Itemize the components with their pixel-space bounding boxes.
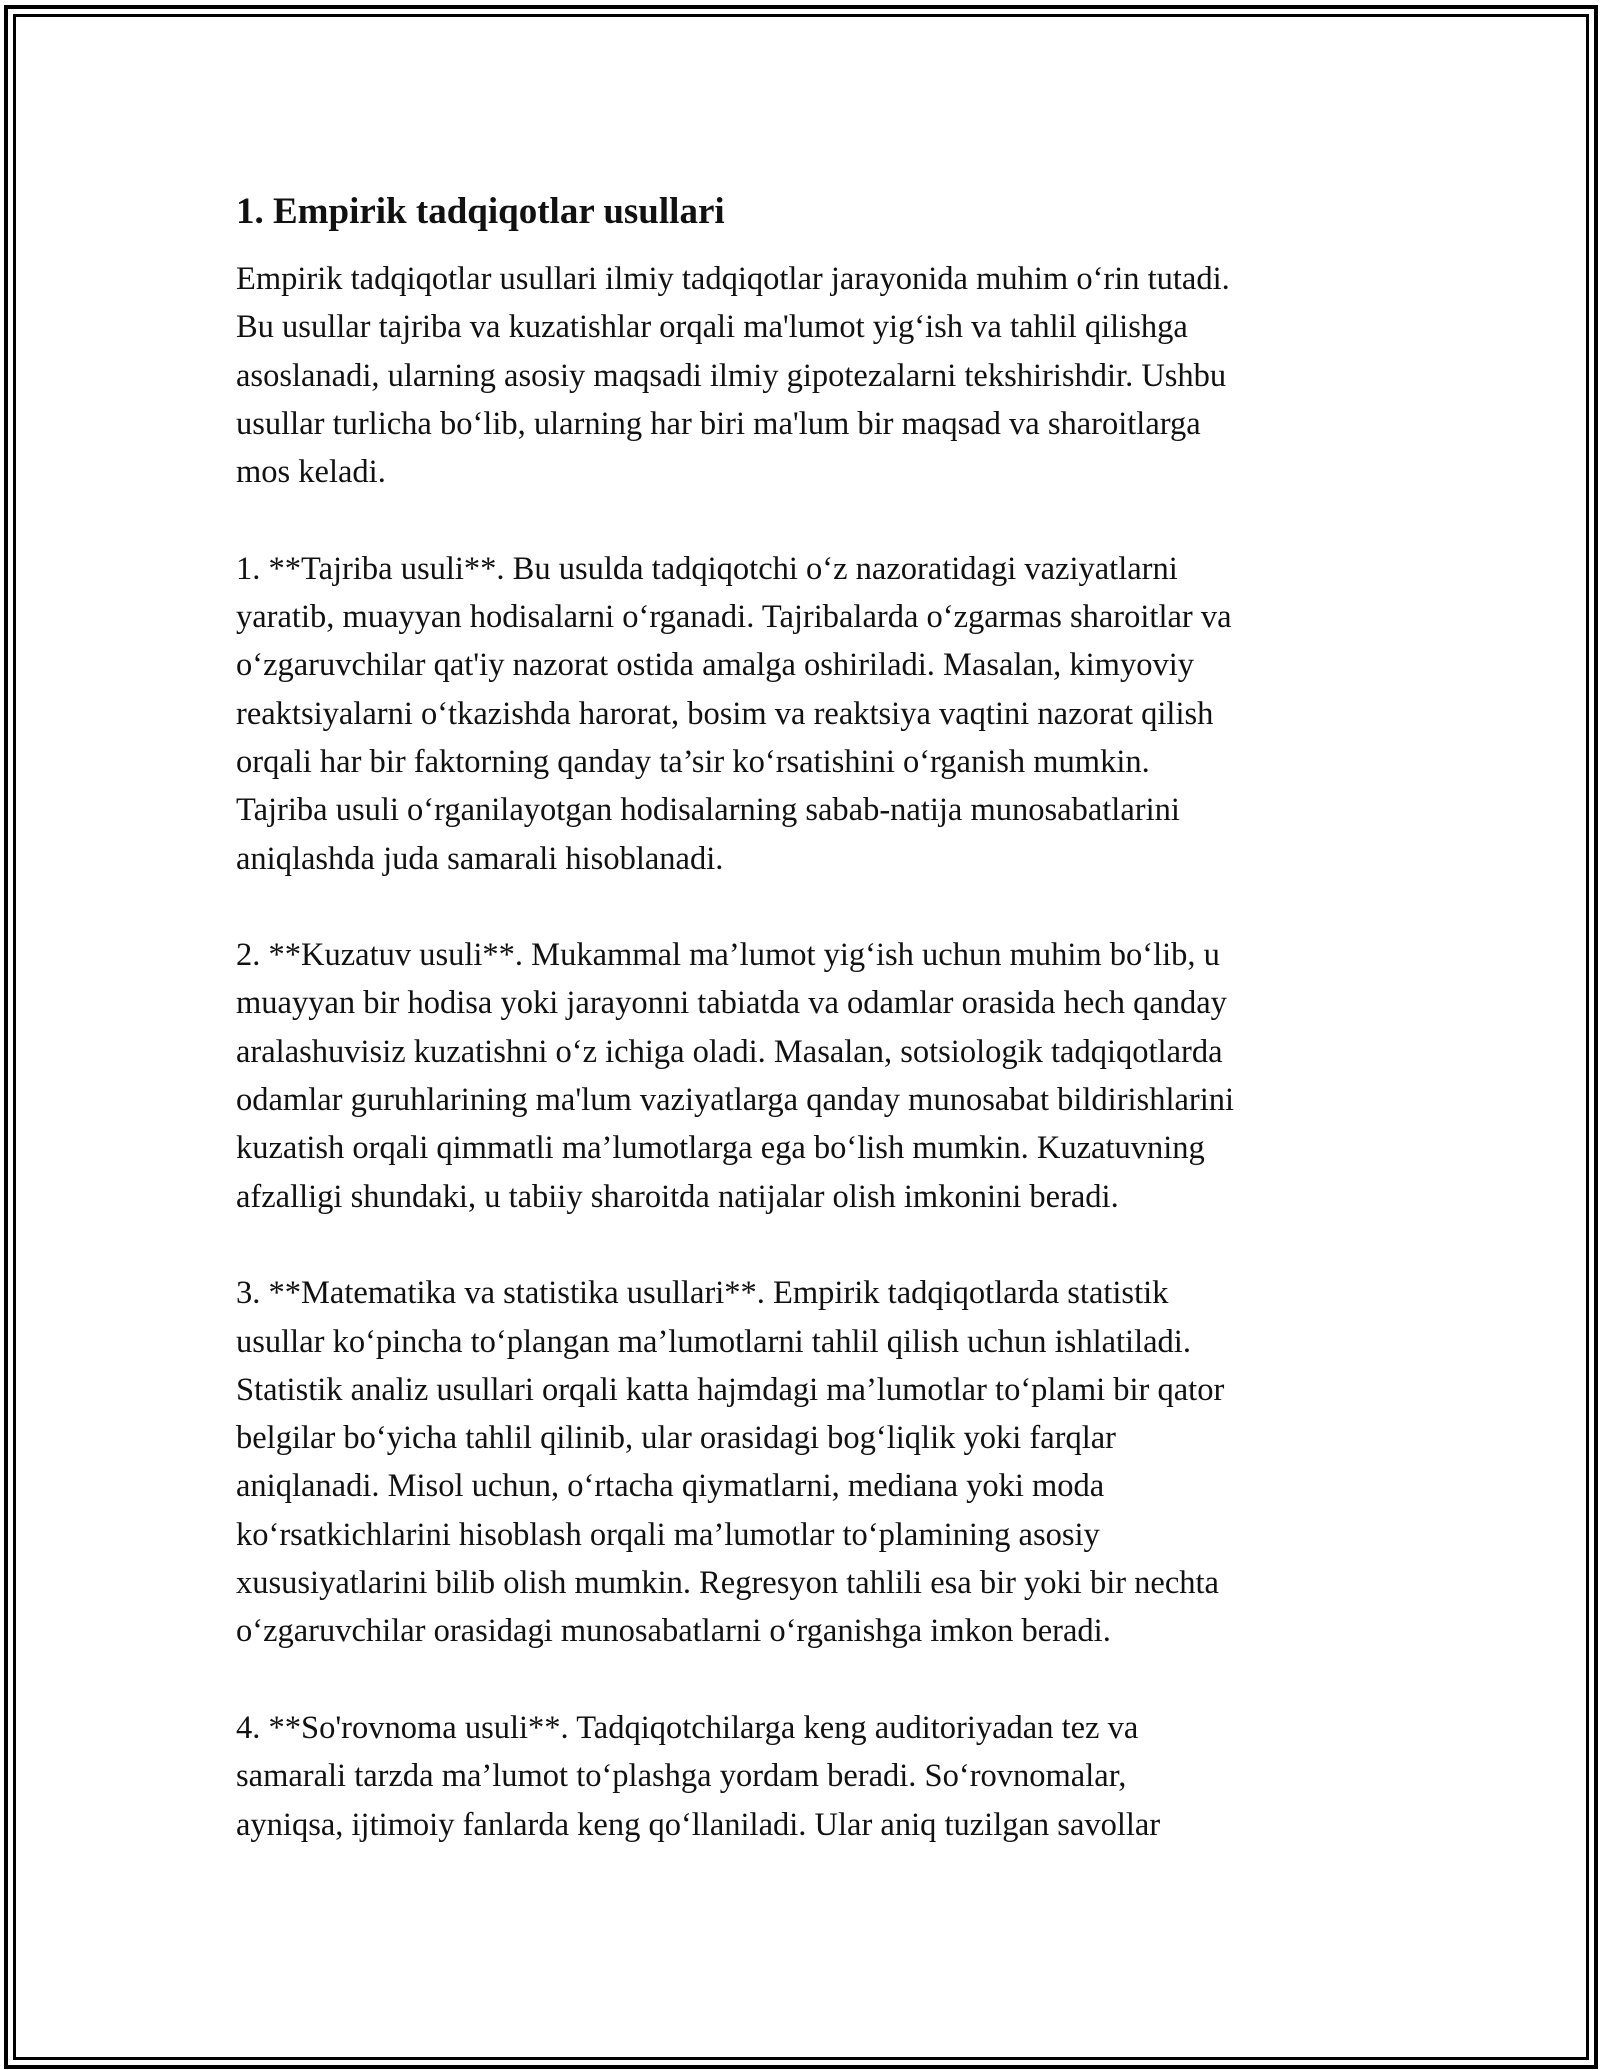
paragraph-kuzatuv: 2. **Kuzatuv usuli**. Mukammal ma’lumot yig‘ish uchun muhim bo‘lib, u muayyan bir hodisa yoki jarayonni tabiatda va odamlar orasida hech qanday aralashuvisiz kuzatishni o‘z ichiga oladi. Masalan, sotsiologik tadqiqotlarda odamlar guruhlarining ma'lum vaziyatlarga qanday munosabat bildirishlarini kuzatish orqali qimmatli ma’lumotlarga ega bo‘lish mumkin. Kuzatuvning afzalligi shundaki, u tabiiy sharoitda natijalar olish imkonini beradi. <box>236 937 1235 1215</box>
paragraph-statistika: 3. **Matematika va statistika usullari**. Empirik tadqiqotlarda statistik usullar ko‘pincha to‘plangan ma’lumotlarni tahlil qilish uchun ishlatiladi. Statistik analiz usullari orqali katta hajmdagi ma’lumotlar to‘plami bir qator belgilar bo‘yicha tahlil qilinib, ular orasidagi bog‘liqlik yoki farqlar aniqlanadi. Misol uchun, o‘rtacha qiymatlarni, mediana yoki moda ko‘rsatkichlarini hisoblash orqali ma’lumotlar to‘plamining asosiy xususiyatlarini bilib olish mumkin. Regresyon tahlili esa bir yoki bir nechta o‘zgaruvchilar orasidagi munosabatlarni o‘rganishga imkon beradi. <box>236 1275 1225 1650</box>
document-body <box>236 186 1384 1849</box>
section-heading: 1. Empirik tadqiqotlar usullari <box>236 191 725 232</box>
paragraph-sorovnoma: 4. **So'rovnoma usuli**. Tadqiqotchilarga keng auditoriyadan tez va samarali tarzda ma’lumot to‘plashga yordam beradi. So‘rovnomalar, ayniqsa, ijtimoiy fanlarda keng qo‘llaniladi. Ular aniq tuzilgan savollar <box>236 1709 1161 1843</box>
intro-paragraph: Empirik tadqiqotlar usullari ilmiy tadqiqotlar jarayonida muhim o‘rin tutadi. Bu usullar tajriba va kuzatishlar orqali ma'lumot yig‘ish va tahlil qilishga asoslanadi, ularning asosiy maqsadi ilmiy gipotezalarni tekshirishdir. Ushbu usullar turlicha bo‘lib, ularning har biri ma'lum bir maqsad va sharoitlarga mos keladi. <box>236 261 1230 491</box>
paragraph-tajriba: 1. **Tajriba usuli**. Bu usulda tadqiqotchi o‘z nazoratidagi vaziyatlarni yaratib, muayyan hodisalarni o‘rganadi. Tajribalarda o‘zgarmas sharoitlar va o‘zgaruvchilar qat'iy nazorat ostida amalga oshiriladi. Masalan, kimyoviy reaktsiyalarni o‘tkazishda harorat, bosim va reaktsiya vaqtini nazorat qilish orqali har bir faktorning qanday ta’sir ko‘rsatishini o‘rganish mumkin. Tajriba usuli o‘rganilayotgan hodisalarning sabab-natija munosabatlarini aniqlashda juda samarali hisoblanadi. <box>236 550 1232 877</box>
